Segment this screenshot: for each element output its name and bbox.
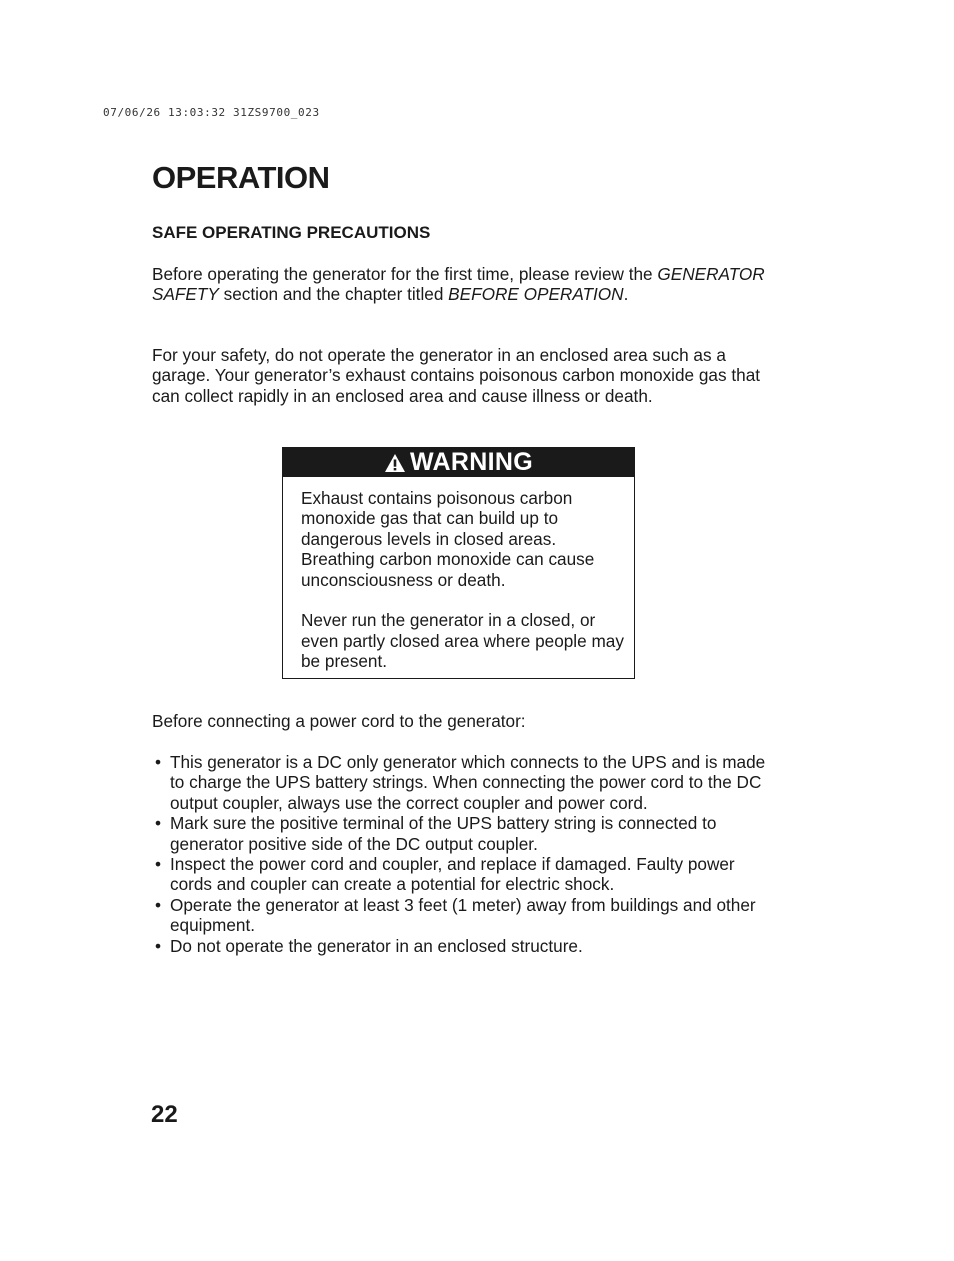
list-item-text: Do not operate the generator in an enclosed structure. (170, 935, 583, 956)
warning-label: WARNING (410, 448, 533, 476)
precaution-list (155, 752, 780, 956)
list-item (155, 813, 780, 854)
intro-italic-generator-safety: GENERATOR SAFETY (152, 264, 765, 305)
section-title: SAFE OPERATING PRECAUTIONS (152, 223, 431, 242)
intro-text-1: Before operating the generator for the first time, please review the (152, 264, 658, 284)
connect-intro: Before connecting a power cord to the generator: (152, 711, 526, 731)
list-item (155, 854, 780, 895)
list-item-text: Mark sure the positive terminal of the UPS battery string is connected to generator positive side of the DC output coupler. (170, 813, 717, 854)
list-item (155, 895, 780, 936)
warning-header (283, 448, 634, 477)
bullet-glyph: • (155, 894, 162, 915)
warning-paragraph: Never run the generator in a closed, or even partly closed area where people may be present. (301, 610, 624, 672)
list-item-text: This generator is a DC only generator which connects to the UPS and is made to charge the UPS battery strings. When connecting the power cord to the DC output coupler, always use the correct coupler and power cord. (170, 752, 766, 813)
warning-box (282, 447, 635, 679)
list-item (155, 936, 780, 956)
page-number: 22 (151, 1101, 178, 1128)
print-stamp: 07/06/26 13:03:32 31ZS9700_023 (103, 106, 320, 119)
bullet-glyph: • (155, 935, 162, 956)
bullet-glyph: • (155, 854, 162, 875)
intro-italic-before-operation: BEFORE OPERATION (448, 284, 624, 305)
list-item-text: Inspect the power cord and coupler, and replace if damaged. Faulty power cords and coupler can create a potential for electric shock. (170, 854, 735, 895)
list-item (155, 752, 780, 813)
list-item-text: Operate the generator at least 3 feet (1 meter) away from buildings and other equipment. (170, 894, 756, 936)
warning-triangle-icon (384, 453, 406, 473)
bullet-glyph: • (155, 752, 162, 772)
bullet-glyph: • (155, 813, 162, 834)
intro-text-2: section and the chapter titled (218, 284, 449, 305)
safety-paragraph: For your safety, do not operate the generator in an enclosed area such as a garage. Your generator’s exhaust contains poisonous carbon monoxide gas that can collect rapidly in an enclosed area and cause illness or death. (152, 345, 761, 406)
intro-paragraph (152, 264, 772, 305)
intro-text-3: . (623, 284, 629, 305)
page-title: OPERATION (152, 160, 330, 195)
warning-paragraph: Exhaust contains poisonous carbon monoxide gas that can build up to dangerous levels in closed areas. Breathing carbon monoxide can cause unconsciousness or death. (301, 488, 595, 590)
warning-body (283, 477, 634, 672)
